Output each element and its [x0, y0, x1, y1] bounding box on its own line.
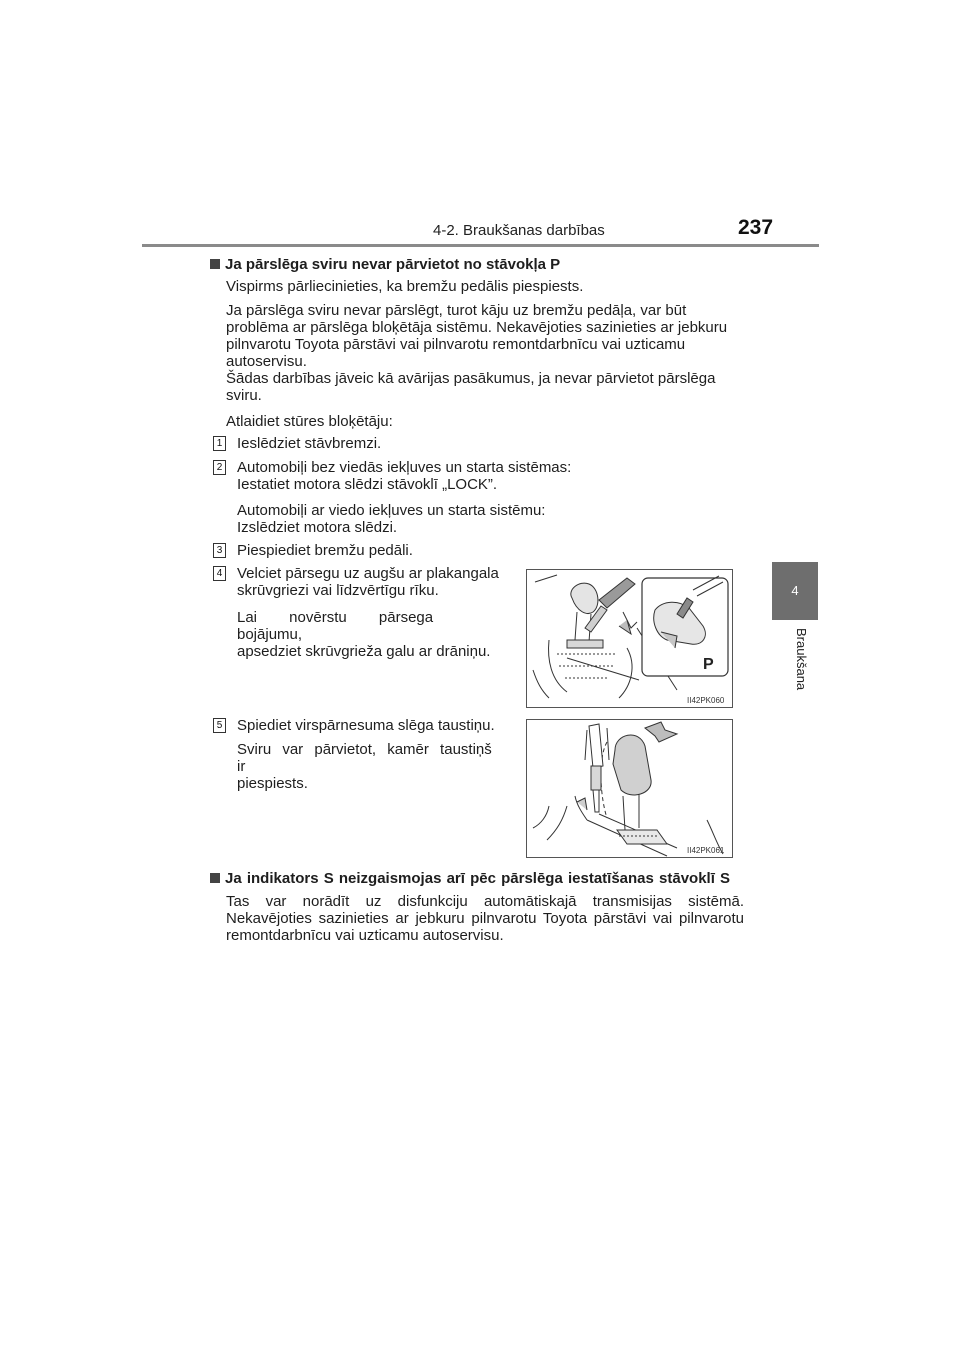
section2-para: Tas var norādīt uz disfunkciju automātiskajā transmisijas sistēmā. Nekavējoties sazinieties ar jebkuru pilnvarotu Toyota pārstāvi vai pilnvarotu remontdarbnīcu vai uzticamu autoservisu.: [226, 893, 744, 944]
step-number-4: 4: [213, 566, 226, 581]
square-bullet-icon: [210, 259, 220, 269]
section-title: 4-2. Braukšanas darbības: [433, 222, 605, 239]
chapter-tab: [772, 562, 818, 620]
step-5-text-b: Sviru var pārvietot, kamēr taustiņš ir piespiests.: [237, 741, 492, 792]
step-2-text-a: Automobiļi bez viedās iekļuves un starta sistēmas: Iestatiet motora slēdzi stāvoklī „LOCK”.: [237, 459, 572, 493]
chapter-label: Braukšana: [794, 628, 809, 691]
figure-shift-cover: [526, 569, 733, 708]
figure-code: II42PK060: [687, 696, 725, 705]
steps-intro: Atlaidiet stūres bloķētāju:: [226, 413, 393, 430]
section1-heading: Ja pārslēga sviru nevar pārvietot no stāvokļa P: [210, 256, 560, 273]
step-4-text-a: Velciet pārsegu uz augšu ar plakangala skrūvgriezi vai līdzvērtīgu rīku.: [237, 565, 499, 599]
step-4-text-b: Lai novērstu pārsega bojājumu, apsedziet skrūvgrieža galu ar drāniņu.: [237, 609, 504, 660]
figure-shift-lock-button: [526, 719, 733, 858]
section2-heading: Ja indikators S neizgaismojas arī pēc pārslēga iestatīšanas stāvoklī S: [210, 870, 730, 887]
section1-para1: Vispirms pārliecinieties, ka bremžu pedālis piespiests.: [226, 278, 584, 295]
header-rule: [142, 244, 819, 247]
step-3-text: Piespiediet bremžu pedāli.: [237, 542, 413, 559]
step-4-justified-line: Lai novērstu pārsega bojājumu,: [237, 609, 434, 643]
step-number-3: 3: [213, 543, 226, 558]
step-number-5: 5: [213, 718, 226, 733]
step-2-text-b: Automobiļi ar viedo iekļuves un starta sistēmu: Izslēdziet motora slēdzi.: [237, 502, 546, 536]
step-1-text: Ieslēdziet stāvbremzi.: [237, 435, 382, 452]
chapter-number: 4: [791, 583, 799, 598]
shift-lock-button-illustration: [527, 720, 732, 857]
shift-cover-illustration: [527, 570, 732, 707]
step-number-2: 2: [213, 460, 226, 475]
page-number: 237: [738, 216, 774, 239]
step-5-text-a: Spiediet virspārnesuma slēga taustiņu.: [237, 717, 495, 734]
square-bullet-icon: [210, 873, 220, 883]
step-number-1: 1: [213, 436, 226, 451]
section1-para2: Ja pārslēga sviru nevar pārslēgt, turot kāju uz bremžu pedāļa, var būt problēma ar pārslēga bloķētāja sistēmu. Nekavējoties sazinieties ar jebkuru pilnvarotu Toyota pārstāvi vai pilnvarotu remontdarbnīcu vai uzticamu autoservisu. Šādas darbības jāveic kā avārijas pasākumus, ja nevar pārvietot pārslēga sviru.: [226, 302, 728, 404]
p-position-callout: P: [703, 656, 714, 673]
figure-code: II42PK061: [687, 846, 725, 855]
